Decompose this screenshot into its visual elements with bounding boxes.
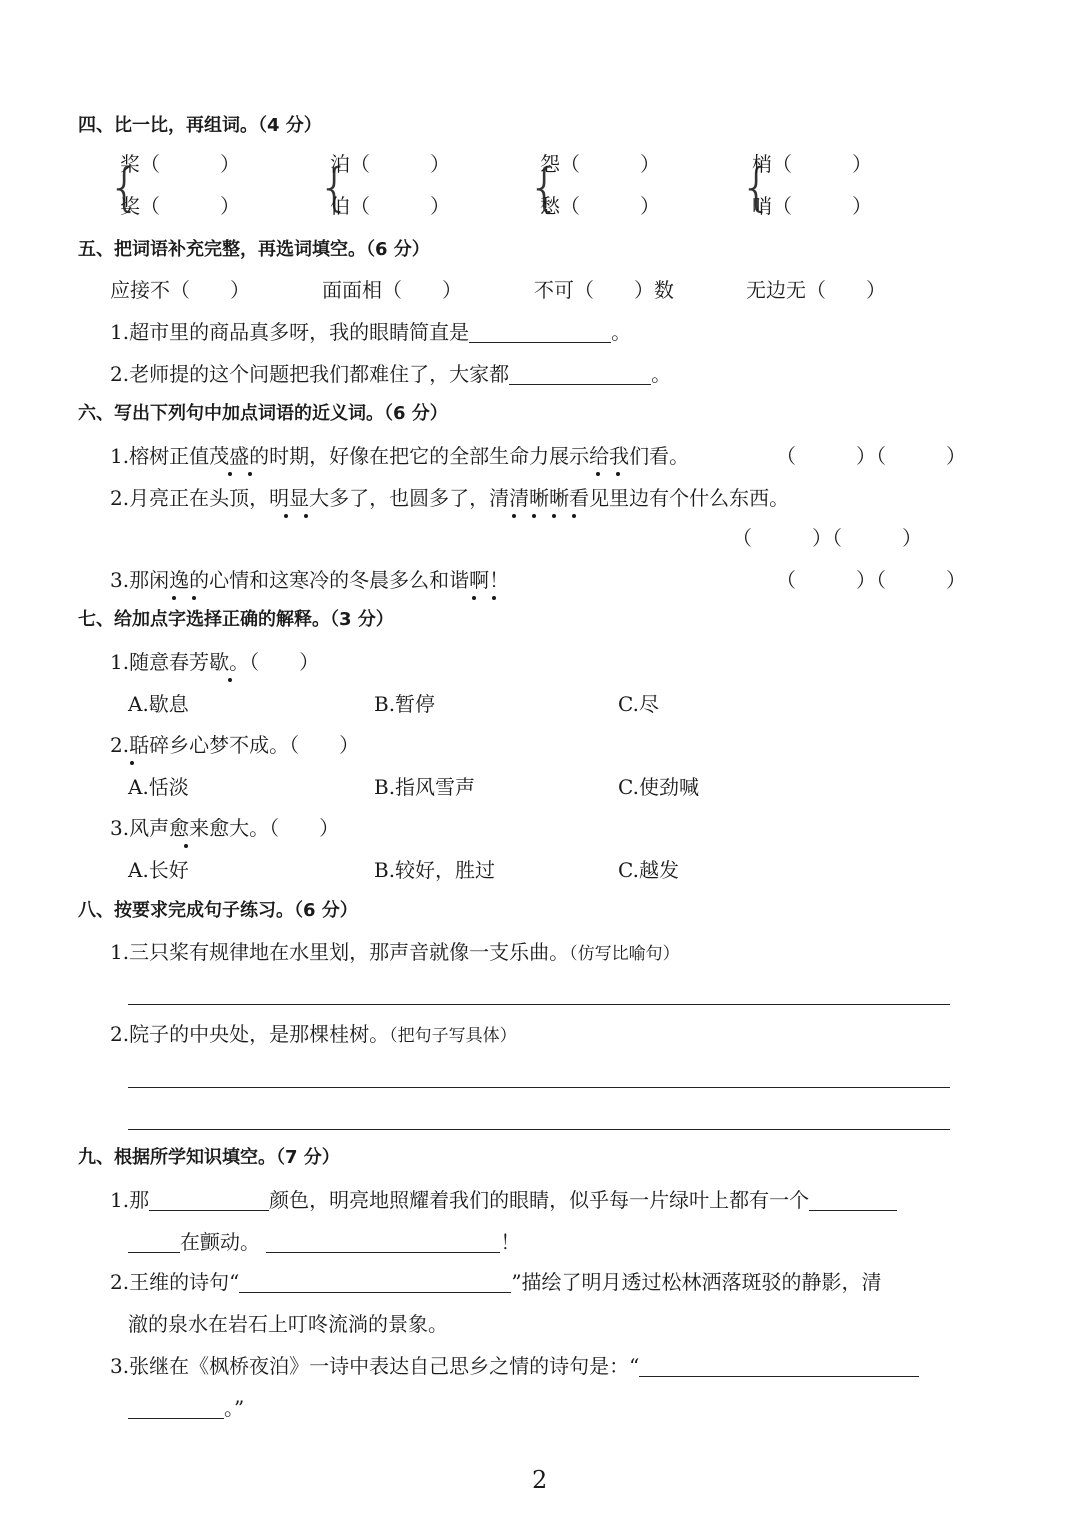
idiom-1: 应接不（ ） [110,278,250,302]
emphasis-dot [532,514,536,518]
answer-blank[interactable] [639,1354,919,1377]
option-c[interactable]: C.越发 [618,858,679,882]
question-text: 1.超市里的商品真多呀，我的眼睛简直是 [110,320,470,344]
answer-blank[interactable] [239,1270,511,1293]
answer-parentheses[interactable]: （ ）（ ） [776,444,966,468]
question-note: （仿写比喻句） [569,944,680,964]
answer-blank[interactable] [469,320,611,343]
option-b[interactable]: B.暂停 [374,692,436,716]
idiom-4: 无边无（ ） [746,278,886,302]
s7-question-3: 3.风声愈来愈大。（ ） [110,816,340,840]
question-text-end: 。 [651,362,672,386]
emphasis-dot [184,844,188,848]
answer-blank[interactable] [149,1188,269,1211]
brace-icon: { [108,158,142,218]
option-b[interactable]: B.指风雪声 [374,775,476,799]
answer-blank[interactable] [128,1396,224,1419]
answer-blank[interactable] [809,1188,897,1211]
compare-word-a: 桨（ ） [120,152,240,176]
option-b[interactable]: B.较好，胜过 [374,858,496,882]
question-text: ”描绘了明月透过松林洒落斑驳的静影，清 [511,1270,882,1294]
option-c[interactable]: C.使劲喊 [618,775,699,799]
answer-blank[interactable] [266,1230,500,1253]
answer-parentheses[interactable]: （ ）（ ） [776,568,966,592]
question-text: 2.老师提的这个问题把我们都难住了，大家都 [110,362,510,386]
emphasis-dot [228,678,232,682]
emphasis-dot [248,472,252,476]
answer-line[interactable] [128,1087,950,1088]
compare-word-a: 怨（ ） [540,152,660,176]
s5-question-1 [110,318,631,346]
compare-word-b: 哨（ ） [752,194,872,218]
compare-word-b: 伯（ ） [330,194,450,218]
answer-blank[interactable] [509,362,651,385]
compare-word-b: 奖（ ） [120,194,240,218]
answer-parentheses[interactable]: （ ）（ ） [732,526,922,550]
emphasis-dot [130,761,134,765]
s7-question-2: 2.聒碎乡心梦不成。（ ） [110,733,360,757]
brace-icon: { [318,158,352,218]
answer-line[interactable] [128,1004,950,1005]
emphasis-dot [492,596,496,600]
page-number: 2 [532,1466,548,1494]
emphasis-dot [304,514,308,518]
s9-question-2 [110,1268,882,1296]
question-text: 3.张继在《枫桥夜泊》一诗中表达自己思乡之情的诗句是：“ [110,1354,640,1378]
idiom-3: 不可（ ）数 [534,278,674,302]
option-a[interactable]: A.歇息 [128,692,189,716]
s5-question-2 [110,360,671,388]
option-a[interactable]: A.恬淡 [128,775,189,799]
emphasis-dot [512,514,516,518]
emphasis-dot [616,472,620,476]
idiom-2: 面面相（ ） [322,278,462,302]
section-8-heading: 八、按要求完成句子练习。（6 分） [78,900,358,921]
compare-word-b: 愁（ ） [540,194,660,218]
emphasis-dot [192,596,196,600]
question-note: （把句子写具体） [389,1026,517,1046]
question-text: 2.王维的诗句“ [110,1270,240,1294]
s6-question-3: 3.那闲逸的心情和这寒冷的冬晨多么和谐啊！ [110,568,510,592]
s6-question-1: 1.榕树正值茂盛的时期，好像在把它的全部生命力展示给我们看。 [110,444,690,468]
emphasis-dot [472,596,476,600]
section-5-heading: 五、把词语补充完整，再选词填空。（6 分） [78,239,430,260]
emphasis-dot [596,472,600,476]
answer-line[interactable] [128,1129,950,1130]
brace-icon: { [528,158,562,218]
s7-question-1: 1.随意春芳歇。（ ） [110,650,320,674]
question-text: 1.那 [110,1188,150,1212]
s9-question-1 [110,1186,897,1214]
emphasis-dot [228,472,232,476]
section-4-heading: 四、比一比，再组词。（4 分） [78,115,322,136]
emphasis-dot [172,596,176,600]
section-7-heading: 七、给加点字选择正确的解释。（3 分） [78,609,394,630]
question-text: 2.院子的中央处，是那棵桂树。 [110,1022,390,1046]
s8-question-1 [110,938,680,968]
question-text-end: ！ [500,1230,521,1254]
answer-blank[interactable] [128,1230,180,1253]
question-text: 1.三只桨有规律地在水里划，那声音就像一支乐曲。 [110,940,570,964]
section-6-heading: 六、写出下列句中加点词语的近义词。（6 分） [78,403,448,424]
emphasis-dot [572,514,576,518]
question-text: 在颤动。 [180,1230,260,1254]
compare-word-a: 梢（ ） [752,152,872,176]
question-text-end: 。 [611,320,632,344]
section-9-heading: 九、根据所学知识填空。（7 分） [78,1147,340,1168]
emphasis-dot [284,514,288,518]
emphasis-dot [552,514,556,518]
question-text: 颜色，明亮地照耀着我们的眼睛，似乎每一片绿叶上都有一个 [269,1188,810,1212]
brace-icon: { [740,158,774,218]
option-a[interactable]: A.长好 [128,858,189,882]
option-c[interactable]: C.尽 [618,692,659,716]
compare-word-a: 泊（ ） [330,152,450,176]
s9-question-3 [110,1352,919,1380]
s9-question-3-cont [128,1394,244,1422]
s9-question-1-cont [128,1228,520,1256]
s8-question-2 [110,1020,517,1050]
s6-question-2: 2.月亮正在头顶，明显大多了，也圆多了，清清晰晰看见里边有个什么东西。 [110,486,790,510]
s9-question-2-cont: 澈的泉水在岩石上叮咚流淌的景象。 [128,1312,448,1336]
question-text-end: 。” [224,1396,245,1420]
